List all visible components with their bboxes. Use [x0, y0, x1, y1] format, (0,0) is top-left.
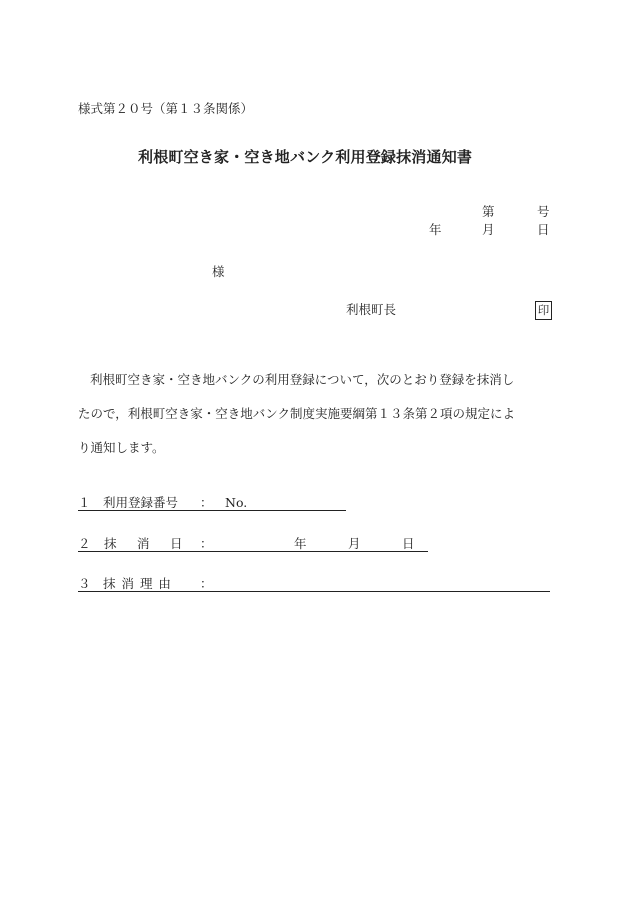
seal-mark: 印: [535, 301, 552, 320]
item3-underline: [78, 591, 550, 592]
item2-char3: 日: [170, 536, 183, 551]
form-number: 様式第２０号（第１３条関係）: [78, 101, 254, 116]
item2-char1: 抹: [104, 536, 117, 551]
item2-colon: ：: [200, 536, 213, 551]
item2-underline: [78, 551, 428, 552]
number-go: 号: [537, 204, 550, 219]
item3-colon: ：: [200, 576, 213, 591]
item2-month: 月: [348, 536, 361, 551]
addressee-sama: 様: [212, 264, 225, 279]
document-title: 利根町空き家・空き地バンク利用登録抹消通知書: [138, 148, 473, 166]
number-dai: 第: [482, 204, 495, 219]
body-line-3: り通知します。: [78, 440, 165, 455]
date-year: 年: [429, 222, 442, 237]
body-line-1: 利根町空き家・空き地バンクの利用登録について，次のとおり登録を抹消し: [90, 372, 515, 387]
item2-year: 年: [294, 536, 307, 551]
issuer-mayor: 利根町長: [346, 302, 397, 317]
item2-number: ２: [78, 536, 91, 551]
item1-colon: ：: [200, 495, 213, 510]
body-paragraph: [78, 363, 552, 465]
item2-char2: 消: [137, 536, 150, 551]
item1-underline: [78, 510, 346, 511]
item2-day: 日: [402, 536, 415, 551]
date-day: 日: [537, 222, 550, 237]
item1-label: １ 利用登録番号: [78, 495, 179, 510]
date-month: 月: [482, 222, 495, 237]
item3-label: ３ 抹 消 理 由: [78, 576, 171, 591]
body-line-2: たので，利根町空き家・空き地バンク制度実施要綱第１３条第２項の規定によ: [78, 406, 516, 421]
item1-no: No.: [225, 495, 248, 510]
